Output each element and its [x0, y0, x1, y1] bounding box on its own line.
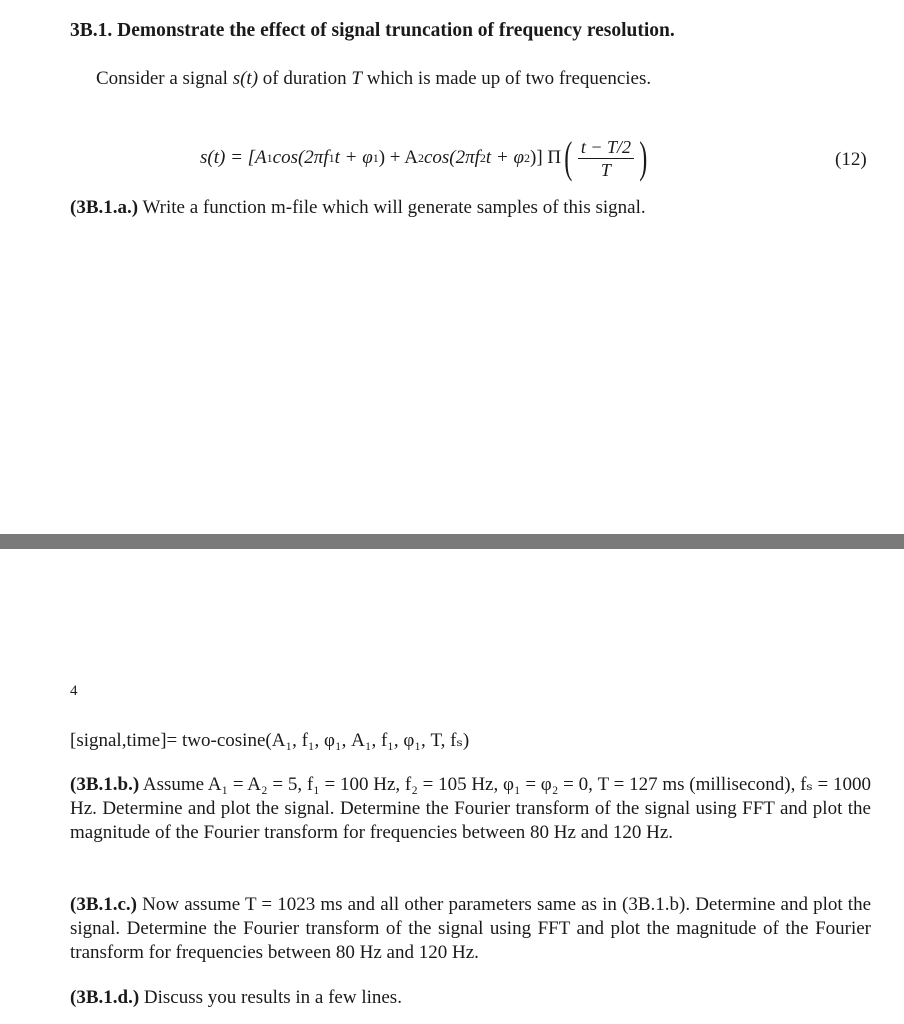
part-c: (3B.1.c.) Now assume T = 1023 ms and all other parameters same as in (3B.1.b). Determine and plot the signal. Determine the Fourier transform of the signal using FFT and plot the magnitude of the Fourier transform for frequencies between 80 Hz and 120 Hz. — [70, 894, 871, 963]
part-b: (3B.1.b.) Assume A₁ = A₂ = 5, f₁ = 100 Hz, f₂ = 105 Hz, φ₁ = φ₂ = 0, T = 127 ms (millisecond), fₛ = 1000 Hz. Determine and plot the signal. Determine the Fourier transform of the signal using FFT and plot the magnitude of the Fourier transform for frequencies between 80 Hz and 120 Hz. — [70, 774, 872, 843]
page-number: 4 — [70, 683, 78, 699]
part-d: (3B.1.d.) Discuss you results in a few lines. — [70, 987, 402, 1008]
equation-number: (12) — [835, 149, 867, 170]
left-paren: ( — [564, 133, 573, 182]
problem-heading: 3B.1. Demonstrate the effect of signal truncation of frequency resolution. — [70, 20, 675, 41]
signal-equation: s(t) = [A 1 cos(2πf 1 t + φ 1 ) + A 2 cos(2πf 2 t + φ 2 )] Π ( $\frac{t - T/2}{T}$ ) — [200, 133, 648, 182]
part-a: (3B.1.a.) Write a function m-file which will generate samples of this signal. — [70, 197, 646, 218]
intro-text: Consider a signal s(t) of duration T which is made up of two frequencies. — [96, 68, 652, 89]
rect-fraction: $\frac{t - T/2}{T}$ — [578, 136, 634, 181]
page-divider — [0, 534, 904, 549]
right-paren: ) — [639, 133, 648, 182]
function-signature: [signal,time]= two-cosine(A₁, f₁, φ₁, A₁, f₁, φ₁, T, fₛ) — [70, 730, 470, 751]
